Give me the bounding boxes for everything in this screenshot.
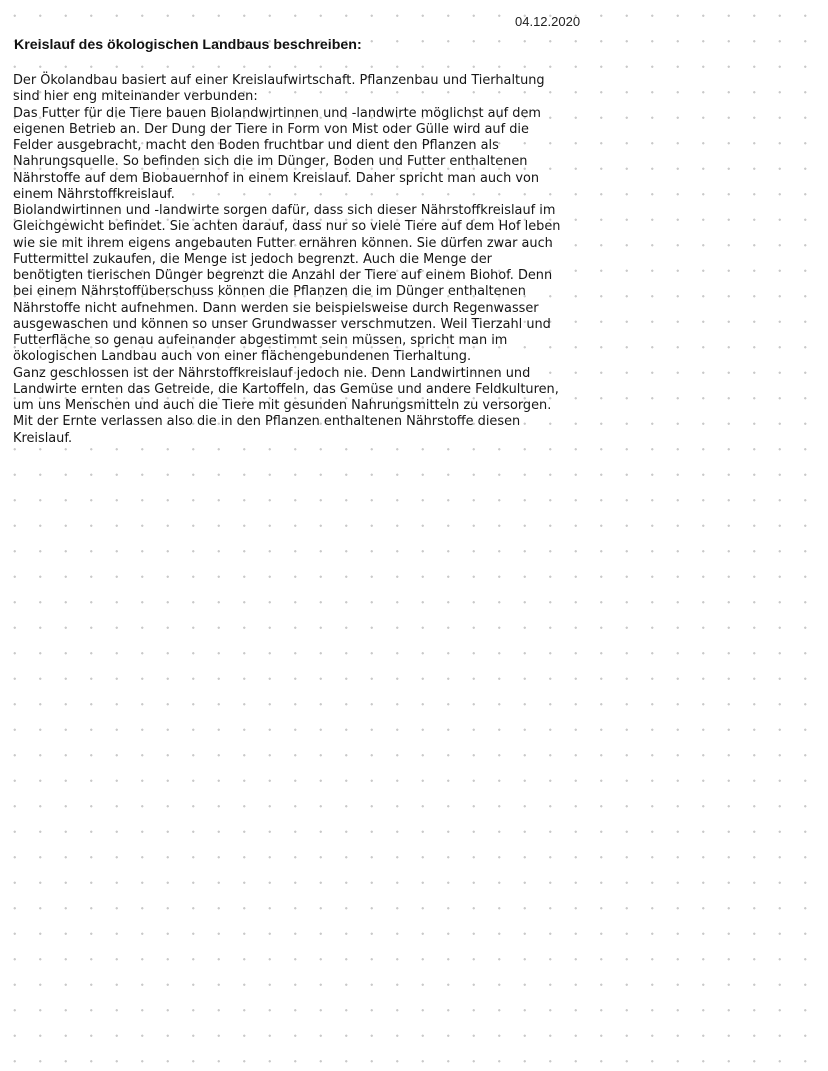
body-text	[13, 73, 593, 447]
text-line: Nährstoffe auf dem Biobauernhof in einem Kreislauf. Daher spricht man auch von	[13, 170, 540, 186]
text-line: Biolandwirtinnen und -landwirte sorgen dafür, dass sich dieser Nährstoffkreislauf im	[13, 203, 556, 218]
text-line: Landwirte ernten das Getreide, die Kartoffeln, das Gemüse und andere Feldkulturen,	[13, 381, 559, 397]
text-line: Mit der Ernte verlassen also die in den Pflanzen enthaltenen Nährstoffe diesen	[13, 414, 521, 430]
text-line: Futtermittel zukaufen, die Menge ist jedoch begrenzt. Auch die Menge der	[13, 251, 492, 267]
text-line: Nährstoffe nicht aufnehmen. Dann werden sie beispielsweise durch Regenwasser	[13, 300, 539, 316]
text-line: einem Nährstoffkreislauf.	[13, 186, 175, 202]
text-line: Das Futter für die Tiere bauen Biolandwirtinnen und -landwirte möglichst auf dem	[13, 105, 541, 121]
text-line: ausgewaschen und können so unser Grundwasser verschmutzen. Weil Tierzahl und	[13, 316, 551, 332]
text-line: Gleichgewicht befindet. Sie achten darauf, dass nur so viele Tiere auf dem Hof leben	[13, 219, 561, 235]
text-line: Der Ökolandbau basiert auf einer Kreislaufwirtschaft. Pflanzenbau und Tierhaltung	[13, 73, 545, 88]
text-line: ökologischen Landbau auch von einer flächengebundenen Tierhaltung.	[13, 349, 472, 365]
text-line: wie sie mit ihrem eigens angebauten Futter ernähren können. Sie dürfen zwar auch	[13, 235, 553, 251]
text-line: um uns Menschen und auch die Tiere mit gesunden Nahrungsmitteln zu versorgen.	[13, 398, 552, 413]
document-title: Kreislauf des ökologischen Landbaus beschreiben:	[14, 37, 362, 53]
text-line: benötigten tierischen Dünger begrenzt die Anzahl der Tiere auf einem Biohof. Denn	[13, 268, 553, 283]
text-line: bei einem Nährstoffüberschuss können die Pflanzen die im Dünger enthaltenen	[13, 284, 526, 300]
text-line: eigenen Betrieb an. Der Dung der Tiere in Form von Mist oder Gülle wird auf die	[13, 121, 529, 137]
document-date: 04.12.2020	[515, 14, 581, 29]
text-line: Nahrungsquelle. So befinden sich die im Dünger, Boden und Futter enthaltenen	[13, 154, 528, 170]
text-line: Ganz geschlossen ist der Nährstoffkreislauf jedoch nie. Denn Landwirtinnen und	[13, 365, 531, 381]
text-line: Felder ausgebracht, macht den Boden fruchtbar und dient den Pflanzen als	[13, 138, 499, 153]
text-line: Futterfläche so genau aufeinander abgestimmt sein müssen, spricht man im	[13, 333, 508, 348]
text-line: Kreislauf.	[13, 430, 73, 446]
text-line: sind hier eng miteinander verbunden:	[13, 89, 258, 105]
